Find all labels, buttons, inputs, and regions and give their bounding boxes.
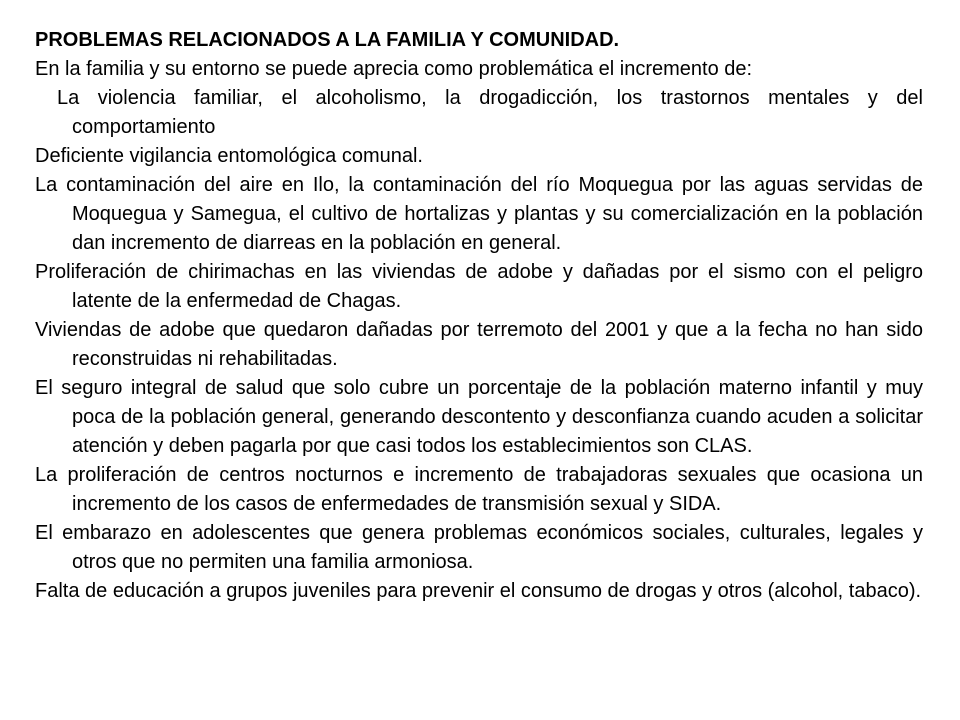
problem-item: Deficiente vigilancia entomológica comunal. <box>35 145 423 167</box>
problem-item: La contaminación del aire en Ilo, la contaminación del río Moquegua por las aguas servidas de Moquegua y Samegua, el cultivo de hortalizas y plantas y su comercialización en la población dan incremento de diarreas en la población en general. <box>35 174 923 254</box>
problem-item: Falta de educación a grupos juveniles para prevenir el consumo de drogas y otros (alcohol, tabaco). <box>35 580 922 602</box>
problem-item: La violencia familiar, el alcoholismo, la drogadicción, los trastornos mentales y del comportamiento <box>57 87 923 138</box>
slide-content <box>35 26 923 606</box>
problem-item: El embarazo en adolescentes que genera problemas económicos sociales, culturales, legales y otros que no permiten una familia armoniosa. <box>35 522 923 573</box>
problem-item: El seguro integral de salud que solo cubre un porcentaje de la población materno infantil y muy poca de la población general, generando descontento y desconfianza cuando acuden a solicitar atención y deben pagarla por que casi todos los establecimientos son CLAS. <box>35 377 923 457</box>
intro-text: En la familia y su entorno se puede aprecia como problemática el incremento de: <box>35 58 753 80</box>
problem-item: La proliferación de centros nocturnos e incremento de trabajadoras sexuales que ocasiona un incremento de los casos de enfermedades de transmisión sexual y SIDA. <box>35 464 923 515</box>
problem-item: Proliferación de chirimachas en las viviendas de adobe y dañadas por el sismo con el peligro latente de la enfermedad de Chagas. <box>35 261 923 312</box>
document-title: PROBLEMAS RELACIONADOS A LA FAMILIA Y COMUNIDAD. <box>35 29 620 51</box>
problem-item: Viviendas de adobe que quedaron dañadas por terremoto del 2001 y que a la fecha no han sido reconstruidas ni rehabilitadas. <box>35 319 923 370</box>
